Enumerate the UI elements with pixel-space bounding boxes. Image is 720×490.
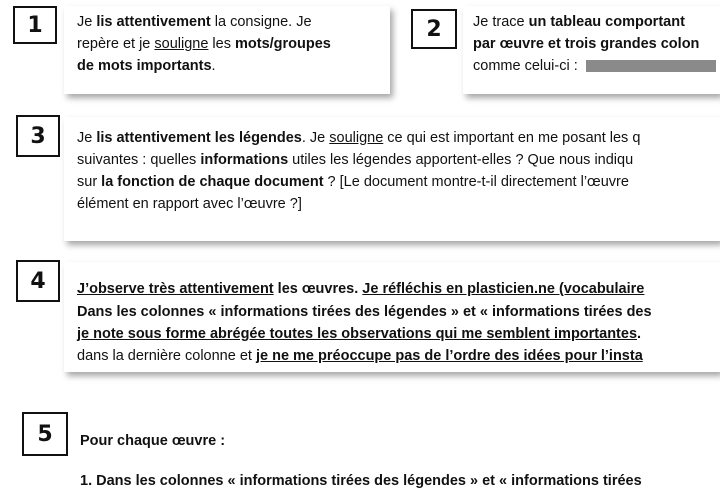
step-2-line-1: Je trace un tableau comportant	[473, 14, 685, 30]
step-4-number: 4	[16, 260, 60, 302]
step-4-card	[64, 262, 720, 372]
step-4-line-3: je note sous forme abrégée toutes les observations qui me semblent importantes.	[77, 326, 642, 342]
step-1-number: 1	[13, 6, 57, 44]
step-5-line-2: 1. Dans les colonnes « informations tirées des légendes » et « informations tirées	[80, 473, 642, 489]
step-4-line-2: Dans les colonnes « informations tirées des légendes » et « informations tirées des	[77, 304, 652, 320]
step-4-line-4: dans la dernière colonne et je ne me préoccupe pas de l’ordre des idées pour l’insta	[77, 348, 643, 364]
step-1-line-3: de mots importants.	[77, 58, 216, 74]
step-3-line-4: élément en rapport avec l’œuvre ?]	[77, 196, 302, 212]
step-2-line-3: comme celui-ci :	[473, 55, 720, 77]
step-1-line-2: repère et je souligne les mots/groupes	[77, 36, 331, 52]
step-3-line-3: sur la fonction de chaque document ? [Le document montre-t-il directement l’œuvre	[77, 174, 629, 190]
table-example-bar	[586, 60, 716, 72]
step-4-line-1: J’observe très attentivement les œuvres. Je réfléchis en plasticien.ne (vocabulaire	[77, 281, 645, 297]
step-1-card	[64, 6, 390, 94]
step-2-line-2: par œuvre et trois grandes colon	[473, 36, 700, 52]
step-1-line-1: Je lis attentivement la consigne. Je	[77, 14, 312, 30]
step-3-number: 3	[16, 115, 60, 157]
step-2-number: 2	[411, 9, 457, 49]
step-5-number: 5	[22, 412, 68, 456]
step-3-line-2: suivantes : quelles informations utiles les légendes apportent-elles ? Que nous indiqu	[77, 152, 634, 168]
step-3-line-1: Je lis attentivement les légendes. Je souligne ce qui est important en me posant les q	[77, 130, 641, 146]
step-3-card	[64, 117, 720, 241]
step-5-line-1: Pour chaque œuvre :	[80, 433, 226, 449]
step-2-card	[463, 6, 720, 94]
